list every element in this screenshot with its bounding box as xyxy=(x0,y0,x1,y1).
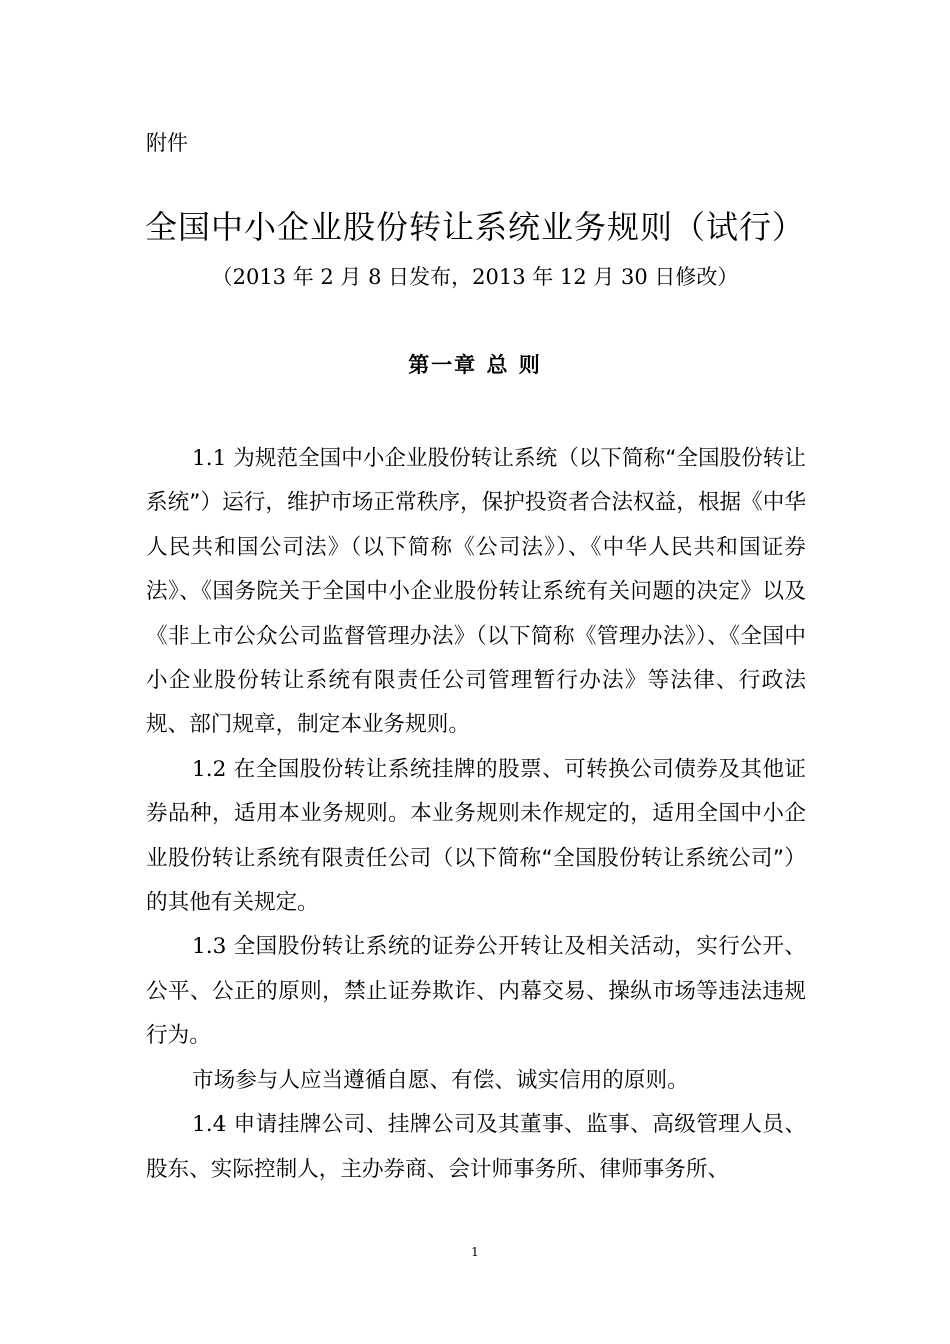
document-title: 全国中小企业股份转让系统业务规则（试行） xyxy=(144,208,805,246)
article-text: 为规范全国中小企业股份转让系统（以下简称“全国股份转让系统”）运行，维护市场正常秩序，保护投资者合法权益，根据《中华人民共和国公司法》（以下简称《公司法》）、《中华人民共和国证券法》、《国务院关于全国中小企业股份转让系统有关问题的决定》以及《非上市公众公司监督管理办法》（以下简称《管理办法》）、《全国中小企业股份转让系统有限责任公司管理暂行办法》等法律、行政法规、部门规章，制定本业务规则。 xyxy=(146,446,806,738)
article-number: 1.4 xyxy=(192,1112,227,1138)
document-body xyxy=(146,437,806,1192)
document-subtitle: （2013 年 2 月 8 日发布，2013 年 12 月 30 日修改） xyxy=(211,265,739,289)
article-text: 市场参与人应当遵循自愿、有偿、诚实信用的原则。 xyxy=(192,1067,689,1093)
article-1-4 xyxy=(146,1103,806,1192)
article-text: 申请挂牌公司、挂牌公司及其董事、监事、高级管理人员、股东、实际控制人，主办券商、会计师事务所、律师事务所、 xyxy=(146,1112,806,1182)
attachment-label: 附件 xyxy=(146,131,188,155)
article-number: 1.1 xyxy=(192,446,227,471)
page-number: 1 xyxy=(471,1245,479,1259)
article-1-3 xyxy=(146,925,806,1058)
article-text: 全国股份转让系统的证券公开转让及相关活动，实行公开、公平、公正的原则，禁止证券欺诈、内幕交易、操纵市场等违法违规行为。 xyxy=(146,934,806,1049)
article-1-1 xyxy=(146,437,806,748)
chapter-heading: 第一章 总 则 xyxy=(408,353,542,377)
article-1-2 xyxy=(146,748,806,926)
article-number: 1.2 xyxy=(192,756,227,782)
article-text: 在全国股份转让系统挂牌的股票、可转换公司债券及其他证券品种，适用本业务规则。本业务规则未作规定的，适用全国中小企业股份转让系统有限责任公司（以下简称“全国股份转让系统公司”）的其他有关规定。 xyxy=(146,756,806,916)
article-number: 1.3 xyxy=(192,934,227,960)
article-1-3-continued xyxy=(146,1059,806,1103)
